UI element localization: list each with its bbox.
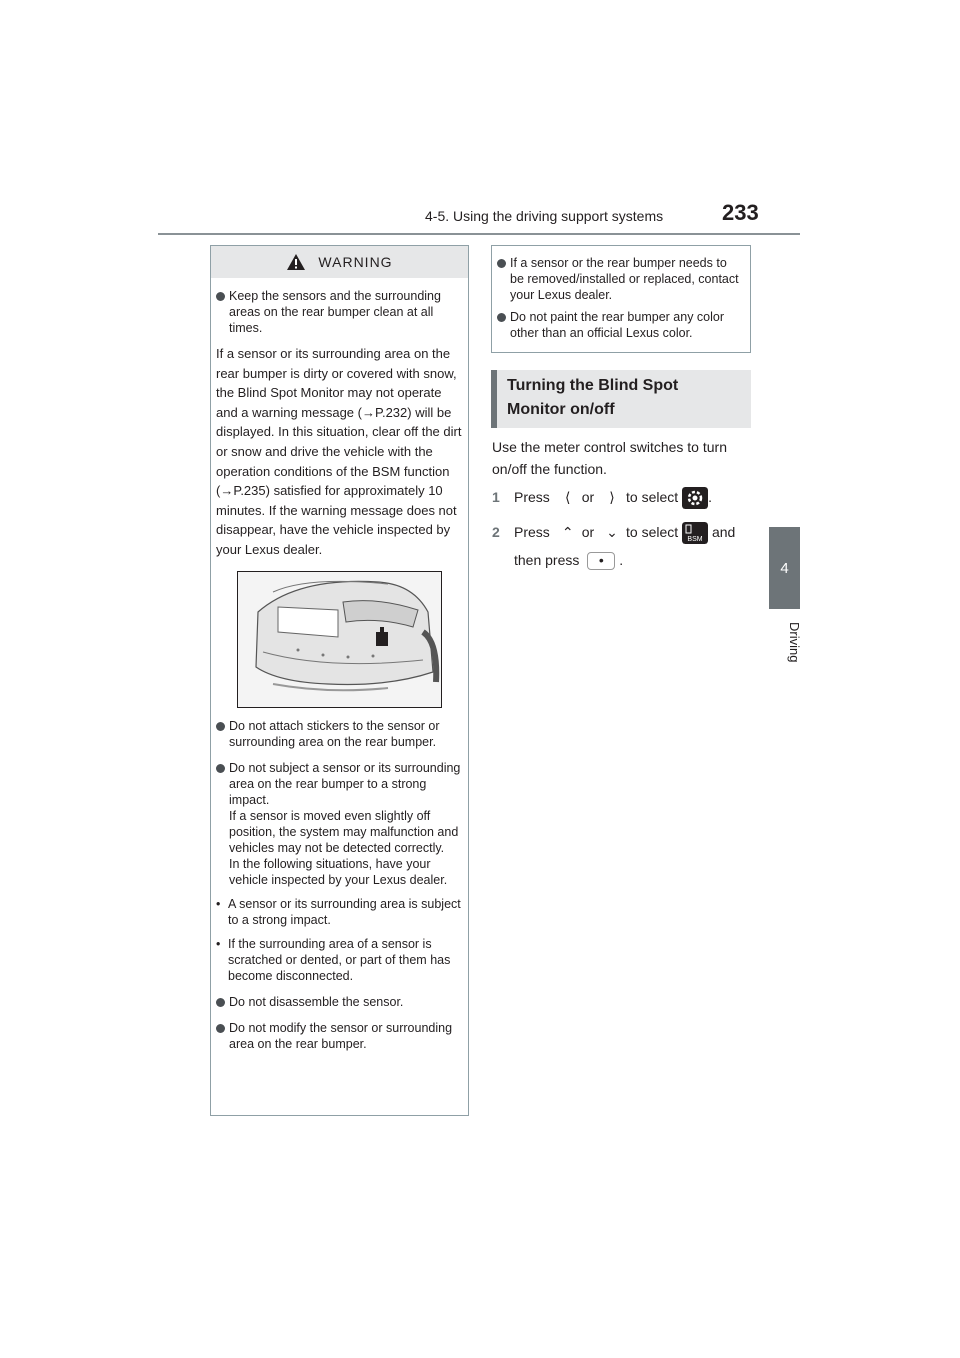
chevron-down-icon: ⌄	[606, 524, 618, 540]
warning-header	[211, 246, 468, 278]
warning-sub-item: • If the surrounding area of a sensor is scratched or dented, or part of them has become disconnected.	[216, 936, 451, 983]
warning-bullet: Do not subject a sensor or its surrounding area on the rear bumper to a strong impact. If a sensor is moved even slightly off position, the system may malfunction and vehicles may not be detected correctly. In the following situations, have your vehicle inspected by your Lexus dealer.	[216, 760, 462, 888]
note-box	[491, 245, 751, 353]
section-intro: Use the meter control switches to turn on/off the function.	[492, 439, 727, 477]
warning-paragraph: If a sensor or its surrounding area on the rear bumper is dirty or covered with snow, the Blind Spot Monitor may not operate and a warning message (→P.232) will be displayed. In this situation, clear off the dirt or snow and drive the vehicle with the operation conditions of the BSM function (→P.235) satisfied for approximately 10 minutes. If the warning message does not disappear, have the vehicle inspected by your Lexus dealer.	[216, 346, 462, 557]
chapter-name: Driving	[787, 622, 802, 663]
step-number: 2	[492, 524, 500, 540]
enter-button-icon: •	[587, 552, 615, 570]
warning-box	[210, 245, 469, 1116]
step-2: 2 Press ⌃ or ⌄ to select BSM and	[492, 521, 735, 544]
running-header: 4-5. Using the driving support systems	[425, 208, 664, 224]
section-heading: Turning the Blind Spot Monitor on/off	[491, 370, 751, 428]
warning-triangle-icon	[286, 253, 306, 271]
warning-label: WARNING	[318, 254, 393, 270]
settings-gear-icon	[682, 487, 708, 509]
bullet-dot-icon	[497, 259, 506, 268]
bullet-dot-icon	[216, 722, 225, 731]
chevron-left-icon: ⟨	[564, 489, 571, 505]
warning-sub-item: • A sensor or its surrounding area is subject to a strong impact.	[216, 896, 461, 927]
warning-bullet: Keep the sensors and the surrounding areas on the rear bumper clean at all times.	[216, 288, 462, 336]
bullet-dot-icon	[216, 292, 225, 301]
svg-text:BSM: BSM	[687, 536, 703, 544]
warning-bullet: Do not modify the sensor or surrounding area on the rear bumper.	[216, 1020, 462, 1052]
note-bullet: Do not paint the rear bumper any color other than an official Lexus color.	[497, 309, 744, 341]
bullet-dot-icon	[216, 1024, 225, 1033]
bsm-icon	[682, 522, 708, 544]
chapter-tab: 4	[769, 527, 800, 609]
chevron-right-icon: ⟩	[609, 489, 615, 505]
step-number: 1	[492, 489, 500, 505]
step-2-continued: then press • .	[514, 552, 624, 569]
bullet-dot-icon	[497, 313, 506, 322]
header-rule	[158, 233, 800, 235]
rear-bumper-illustration	[237, 571, 442, 708]
chevron-up-icon: ⌃	[561, 524, 574, 540]
page-number: 233	[722, 200, 759, 225]
step-1: 1 Press ⟨ or ⟩ to select .	[492, 486, 712, 509]
note-bullet: If a sensor or the rear bumper needs to be removed/installed or replaced, contact your Lexus dealer.	[497, 255, 744, 303]
bullet-dot-icon	[216, 764, 225, 773]
bullet-dot-icon	[216, 998, 225, 1007]
warning-bullet: Do not attach stickers to the sensor or surrounding area on the rear bumper.	[216, 718, 462, 750]
warning-bullet: Do not disassemble the sensor.	[216, 994, 462, 1010]
